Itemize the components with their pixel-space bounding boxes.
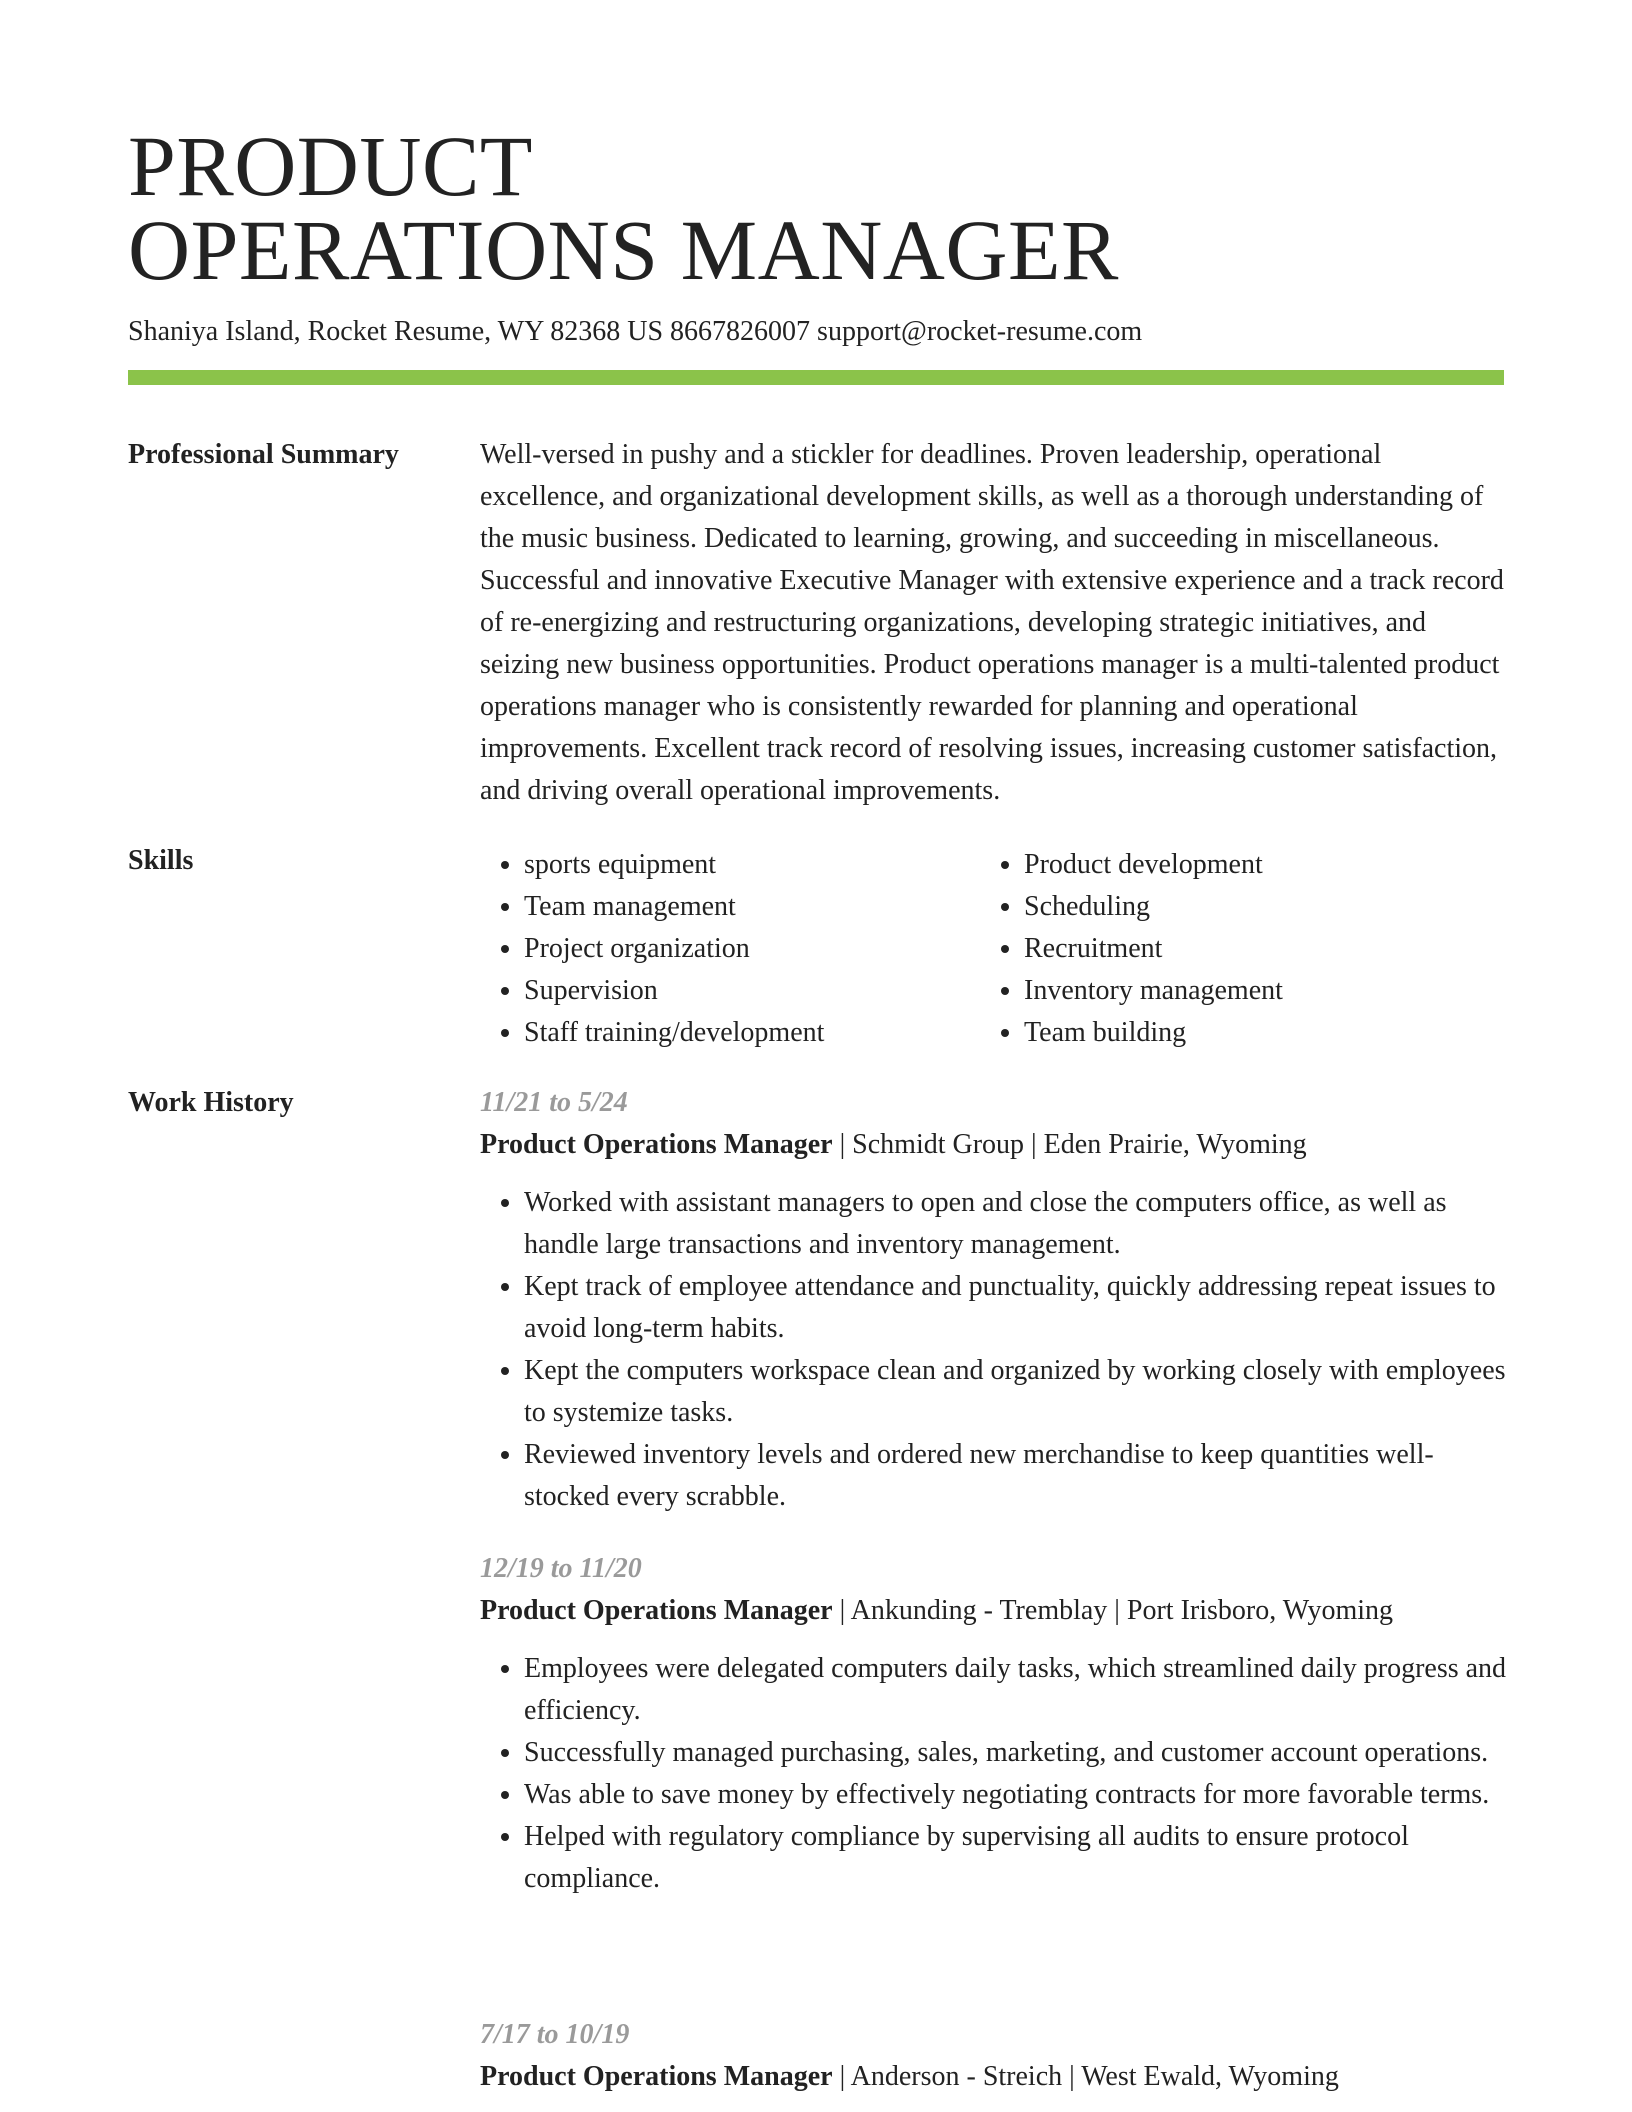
job-bullet: • Reviewed inventory levels and ordered new merchandise to keep quantities well-stocked every scrabble.	[524, 1434, 1510, 1518]
resume-title	[128, 118, 1119, 298]
skill-item: • Team management	[524, 886, 980, 928]
job-dates: 7/17 to 10/19	[480, 2019, 630, 2050]
job-title: Product Operations Manager	[480, 1595, 833, 1626]
skills-column-right	[980, 844, 1480, 1054]
job-bullet: • Successfully managed purchasing, sales, marketing, and customer account operations.	[524, 1732, 1510, 1774]
job-bullet: • Employees were delegated computers daily tasks, which streamlined daily progress and efficiency.	[524, 1648, 1510, 1732]
job-bullet: • Kept track of employee attendance and punctuality, quickly addressing repeat issues to avoid long-term habits.	[524, 1266, 1510, 1350]
job-details: | Schmidt Group | Eden Prairie, Wyoming	[832, 1129, 1307, 1160]
title-line-1: PRODUCT	[128, 118, 533, 214]
accent-divider	[128, 370, 1504, 385]
skill-item: • Product development	[1024, 844, 1480, 886]
skills-column-left	[480, 844, 980, 1054]
job-dates: 11/21 to 5/24	[480, 1087, 628, 1118]
skill-item: • sports equipment	[524, 844, 980, 886]
job-heading	[480, 1124, 1510, 1166]
job-details: | Anderson - Streich | West Ewald, Wyoming	[832, 2061, 1339, 2092]
contact-info: Shaniya Island, Rocket Resume, WY 82368 US 8667826007 support@rocket-resume.com	[128, 316, 1143, 347]
skill-item: • Recruitment	[1024, 928, 1480, 970]
job-entry	[480, 1082, 1510, 1518]
skill-item: • Supervision	[524, 970, 980, 1012]
job-title: Product Operations Manager	[480, 2061, 833, 2092]
job-entry	[480, 2014, 1510, 2098]
work-history-heading: Work History	[128, 1087, 294, 1118]
job-bullet: • Was able to save money by effectively negotiating contracts for more favorable terms.	[524, 1774, 1510, 1816]
job-entry	[480, 1548, 1510, 1900]
summary-heading: Professional Summary	[128, 439, 399, 470]
skill-item: • Project organization	[524, 928, 980, 970]
job-heading	[480, 1590, 1510, 1632]
summary-text: Well-versed in pushy and a stickler for deadlines. Proven leadership, operational excellence, and organizational development skills, as well as a thorough understanding of the music business. Dedicated to learning, growing, and succeeding in miscellaneous. Successful and innovative Executive Manager with extensive experience and a track record of re-energizing and restructuring organizations, developing strategic initiatives, and seizing new business opportunities. Product operations manager is a multi-talented product operations manager who is consistently rewarded for planning and operational improvements. Excellent track record of resolving issues, increasing customer satisfaction, and driving overall operational improvements.	[480, 439, 1504, 806]
job-dates: 12/19 to 11/20	[480, 1553, 642, 1584]
skill-item: • Scheduling	[1024, 886, 1480, 928]
skills-heading: Skills	[128, 845, 194, 876]
title-line-2: OPERATIONS MANAGER	[128, 202, 1119, 298]
skill-item: • Team building	[1024, 1012, 1480, 1054]
job-bullet: • Kept the computers workspace clean and organized by working closely with employees to systemize tasks.	[524, 1350, 1510, 1434]
job-details: | Ankunding - Tremblay | Port Irisboro, Wyoming	[832, 1595, 1394, 1626]
job-title: Product Operations Manager	[480, 1129, 833, 1160]
job-bullet: • Helped with regulatory compliance by supervising all audits to ensure protocol compliance.	[524, 1816, 1510, 1900]
skill-item: • Inventory management	[1024, 970, 1480, 1012]
job-bullet: • Worked with assistant managers to open and close the computers office, as well as handle large transactions and inventory management.	[524, 1182, 1510, 1266]
skill-item: • Staff training/development	[524, 1012, 980, 1054]
job-heading	[480, 2056, 1510, 2098]
